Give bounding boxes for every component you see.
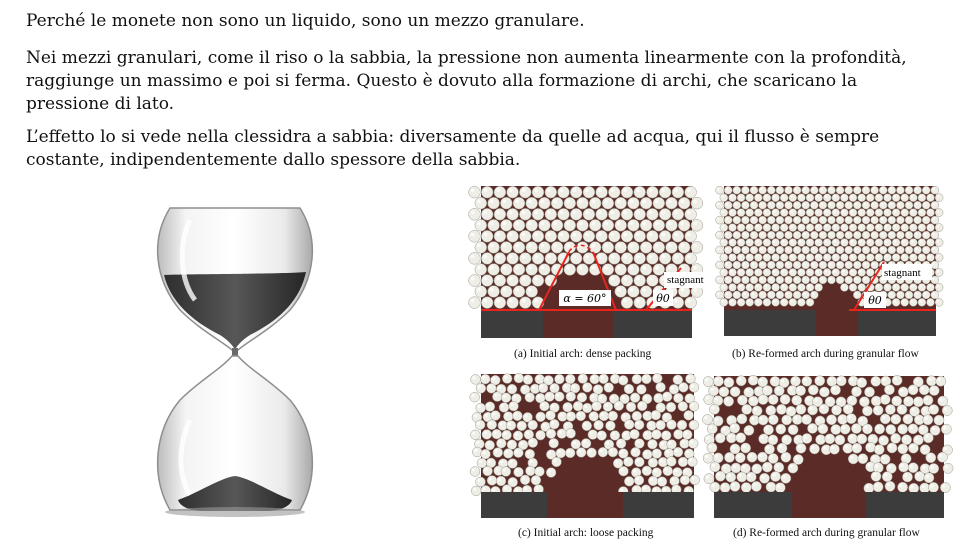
alpha-label: α = 60° [563,292,607,305]
stagnant-label: stagnant [667,274,704,286]
paragraph-hourglass: L’effetto lo si vede nella clessidra a sabbia: diversamente da quelle ad acqua, qui il flusso è sempre costante, indipendentemente dallo spessore della sabbia. [26,127,880,170]
paragraph-pressure: Nei mezzi granulari, come il riso o la sabbia, la pressione non aumenta linearmente con la profondità, raggiunge un massimo e poi si ferma. Questo è dovuto alla formazione di archi, che scaricano la pressione di lato. [26,48,907,114]
granular-arch-d [714,376,944,518]
theta-label: θ0 [656,292,670,305]
figure-panel-a [481,186,704,338]
figure-panel-d [714,376,944,518]
granular-arch-b [724,186,936,336]
caption-panel-c: (c) Initial arch: loose packing [518,527,654,539]
hourglass-image [150,200,320,524]
granular-arch-a [481,186,704,338]
figure-panel-c [481,374,694,518]
stagnant-label: stagnant [884,267,921,279]
caption-panel-a: (a) Initial arch: dense packing [514,348,652,360]
paragraph-intro: Perché le monete non sono un liquido, sono un mezzo granulare. [26,11,585,31]
caption-panel-b: (b) Re-formed arch during granular flow [732,348,919,360]
theta-label: θ0 [868,294,882,307]
granular-arch-c [481,374,694,518]
caption-panel-d: (d) Re-formed arch during granular flow [733,527,920,539]
figure-panel-b [724,186,936,336]
